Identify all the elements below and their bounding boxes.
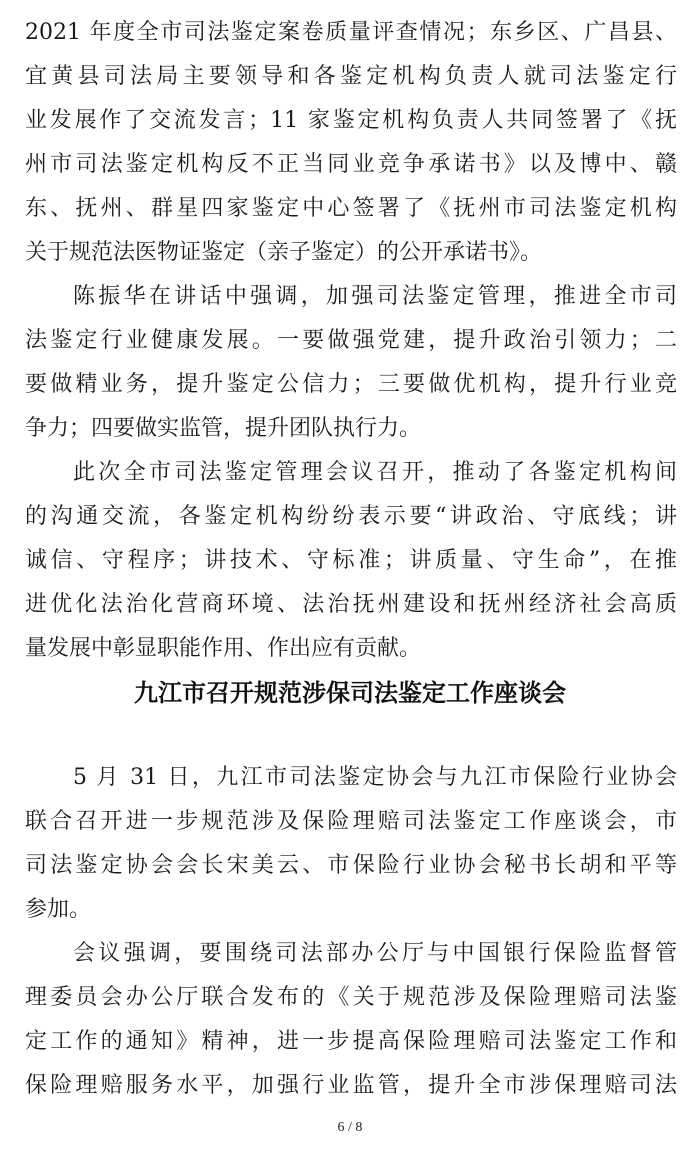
body-line: 此次全市司法鉴定管理会议召开，推动了各鉴定机构间 xyxy=(73,460,677,485)
body-line: 5 月 31 日，九江市司法鉴定协会与九江市保险行业协会 xyxy=(73,765,677,790)
body-line: 宜黄县司法局主要领导和各鉴定机构负责人就司法鉴定行 xyxy=(25,64,677,89)
body-line: 要做精业务，提升鉴定公信力；三要做优机构，提升行业竞 xyxy=(25,372,677,397)
body-line: 州市司法鉴定机构反不正当同业竞争承诺书》以及博中、赣 xyxy=(25,152,677,177)
body-line: 联合召开进一步规范涉及保险理赔司法鉴定工作座谈会，市 xyxy=(25,809,677,834)
body-line: 陈振华在讲话中强调，加强司法鉴定管理，推进全市司 xyxy=(73,284,677,309)
body-line: 关于规范法医物证鉴定（亲子鉴定）的公开承诺书》。 xyxy=(25,240,543,265)
page-number: 6 / 8 xyxy=(337,1120,363,1135)
body-line: 业发展作了交流发言；11 家鉴定机构负责人共同签署了《抚 xyxy=(25,108,677,133)
body-line: 司法鉴定协会会长宋美云、市保险行业协会秘书长胡和平等 xyxy=(25,853,677,878)
body-line: 会议强调，要围绕司法部办公厅与中国银行保险监督管 xyxy=(73,941,677,966)
body-line: 进优化法治化营商环境、法治抚州建设和抚州经济社会高质 xyxy=(25,592,677,617)
body-line: 法鉴定行业健康发展。一要做强党建，提升政治引领力；二 xyxy=(25,328,677,353)
body-line: 争力；四要做实监管，提升团队执行力。 xyxy=(25,416,422,441)
body-line: 诚信、守程序；讲技术、守标准；讲质量、守生命”，在推 xyxy=(25,548,677,573)
body-line: 理委员会办公厅联合发布的《关于规范涉及保险理赔司法鉴 xyxy=(25,985,677,1010)
body-line: 量发展中彰显职能作用、作出应有贡献。 xyxy=(25,636,422,661)
body-line: 定工作的通知》精神，进一步提高保险理赔司法鉴定工作和 xyxy=(25,1029,677,1054)
body-line: 东、抚州、群星四家鉴定中心签署了《抚州市司法鉴定机构 xyxy=(25,196,677,221)
body-line: 保险理赔服务水平，加强行业监管，提升全市涉保理赔司法 xyxy=(25,1073,677,1098)
body-line: 的沟通交流，各鉴定机构纷纷表示要“讲政治、守底线；讲 xyxy=(25,504,677,529)
section-title: 九江市召开规范涉保司法鉴定工作座谈会 xyxy=(134,679,566,707)
body-line: 参加。 xyxy=(25,897,92,922)
body-line: 2021 年度全市司法鉴定案卷质量评查情况；东乡区、广昌县、 xyxy=(25,20,677,45)
